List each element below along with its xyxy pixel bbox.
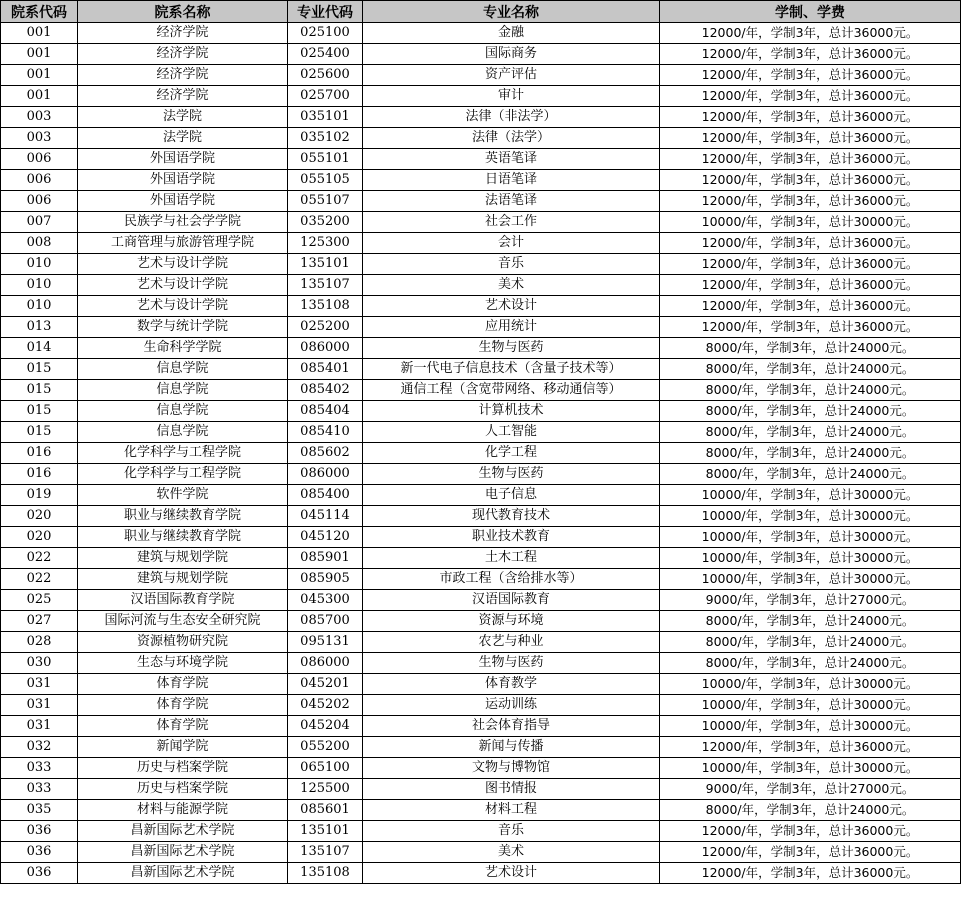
table-row	[1, 338, 961, 359]
duration-fee-cell: 12000/年，学制3年，总计36000元。	[660, 737, 961, 758]
table-row	[1, 800, 961, 821]
major-name-cell: 法律（法学）	[363, 128, 660, 149]
table-row	[1, 359, 961, 380]
major-code-cell: 045120	[288, 527, 363, 548]
dept-name-cell: 材料与能源学院	[78, 800, 288, 821]
dept-code-cell: 020	[1, 506, 78, 527]
dept-code-cell: 007	[1, 212, 78, 233]
table-row	[1, 86, 961, 107]
major-name-cell: 新一代电子信息技术（含量子技术等）	[363, 359, 660, 380]
dept-code-cell: 022	[1, 569, 78, 590]
dept-name-cell: 数学与统计学院	[78, 317, 288, 338]
duration-fee-cell: 12000/年，学制3年，总计36000元。	[660, 275, 961, 296]
major-code-cell: 045202	[288, 695, 363, 716]
duration-fee-cell: 12000/年，学制3年，总计36000元。	[660, 107, 961, 128]
duration-fee-cell: 8000/年，学制3年，总计24000元。	[660, 338, 961, 359]
table-row	[1, 149, 961, 170]
table-row	[1, 254, 961, 275]
major-name-cell: 化学工程	[363, 443, 660, 464]
dept-code-cell: 031	[1, 716, 78, 737]
dept-name-cell: 外国语学院	[78, 149, 288, 170]
duration-fee-cell: 10000/年，学制3年，总计30000元。	[660, 695, 961, 716]
major-name-cell: 计算机技术	[363, 401, 660, 422]
dept-name-cell: 职业与继续教育学院	[78, 527, 288, 548]
table-row	[1, 191, 961, 212]
duration-fee-cell: 12000/年，学制3年，总计36000元。	[660, 863, 961, 884]
duration-fee-cell: 8000/年，学制3年，总计24000元。	[660, 422, 961, 443]
major-name-cell: 英语笔译	[363, 149, 660, 170]
table-row	[1, 128, 961, 149]
dept-code-cell: 016	[1, 443, 78, 464]
major-name-cell: 音乐	[363, 254, 660, 275]
major-name-cell: 法语笔译	[363, 191, 660, 212]
dept-code-cell: 003	[1, 128, 78, 149]
dept-code-cell: 022	[1, 548, 78, 569]
dept-code-cell: 025	[1, 590, 78, 611]
major-name-cell: 审计	[363, 86, 660, 107]
duration-fee-cell: 12000/年，学制3年，总计36000元。	[660, 842, 961, 863]
table-row	[1, 107, 961, 128]
dept-name-cell: 外国语学院	[78, 170, 288, 191]
major-name-cell: 汉语国际教育	[363, 590, 660, 611]
table-row	[1, 485, 961, 506]
duration-fee-cell: 12000/年，学制3年，总计36000元。	[660, 44, 961, 65]
table-row	[1, 758, 961, 779]
dept-name-cell: 法学院	[78, 107, 288, 128]
major-name-cell: 金融	[363, 23, 660, 44]
dept-name-cell: 软件学院	[78, 485, 288, 506]
duration-fee-cell: 8000/年，学制3年，总计24000元。	[660, 653, 961, 674]
major-name-cell: 资源与环境	[363, 611, 660, 632]
duration-fee-cell: 12000/年，学制3年，总计36000元。	[660, 233, 961, 254]
table-row	[1, 443, 961, 464]
major-name-cell: 国际商务	[363, 44, 660, 65]
duration-fee-cell: 12000/年，学制3年，总计36000元。	[660, 254, 961, 275]
dept-code-cell: 019	[1, 485, 78, 506]
duration-fee-cell: 12000/年，学制3年，总计36000元。	[660, 296, 961, 317]
table-row	[1, 296, 961, 317]
duration-fee-cell: 10000/年，学制3年，总计30000元。	[660, 527, 961, 548]
major-name-cell: 生物与医药	[363, 338, 660, 359]
major-code-cell: 085401	[288, 359, 363, 380]
dept-name-cell: 信息学院	[78, 359, 288, 380]
major-code-cell: 045300	[288, 590, 363, 611]
header-dept-code: 院系代码	[1, 1, 78, 23]
dept-code-cell: 008	[1, 233, 78, 254]
table-body	[1, 23, 961, 884]
dept-name-cell: 建筑与规划学院	[78, 569, 288, 590]
dept-code-cell: 028	[1, 632, 78, 653]
dept-code-cell: 006	[1, 170, 78, 191]
dept-name-cell: 汉语国际教育学院	[78, 590, 288, 611]
major-name-cell: 图书情报	[363, 779, 660, 800]
major-code-cell: 085602	[288, 443, 363, 464]
dept-name-cell: 新闻学院	[78, 737, 288, 758]
major-code-cell: 065100	[288, 758, 363, 779]
table-row	[1, 506, 961, 527]
major-code-cell: 085410	[288, 422, 363, 443]
dept-name-cell: 昌新国际艺术学院	[78, 821, 288, 842]
dept-name-cell: 工商管理与旅游管理学院	[78, 233, 288, 254]
dept-name-cell: 外国语学院	[78, 191, 288, 212]
major-code-cell: 035102	[288, 128, 363, 149]
table-row	[1, 401, 961, 422]
major-name-cell: 材料工程	[363, 800, 660, 821]
dept-name-cell: 信息学院	[78, 380, 288, 401]
table-row	[1, 23, 961, 44]
major-name-cell: 会计	[363, 233, 660, 254]
duration-fee-cell: 10000/年，学制3年，总计30000元。	[660, 716, 961, 737]
major-code-cell: 055105	[288, 170, 363, 191]
dept-name-cell: 昌新国际艺术学院	[78, 863, 288, 884]
dept-code-cell: 013	[1, 317, 78, 338]
major-name-cell: 农艺与种业	[363, 632, 660, 653]
major-code-cell: 085601	[288, 800, 363, 821]
table-row	[1, 44, 961, 65]
dept-name-cell: 历史与档案学院	[78, 758, 288, 779]
dept-name-cell: 历史与档案学院	[78, 779, 288, 800]
dept-name-cell: 法学院	[78, 128, 288, 149]
major-name-cell: 文物与博物馆	[363, 758, 660, 779]
dept-name-cell: 生态与环境学院	[78, 653, 288, 674]
duration-fee-cell: 8000/年，学制3年，总计24000元。	[660, 611, 961, 632]
major-name-cell: 社会体育指导	[363, 716, 660, 737]
dept-name-cell: 艺术与设计学院	[78, 296, 288, 317]
major-code-cell: 125300	[288, 233, 363, 254]
dept-code-cell: 001	[1, 86, 78, 107]
dept-code-cell: 031	[1, 695, 78, 716]
dept-name-cell: 体育学院	[78, 674, 288, 695]
dept-name-cell: 国际河流与生态安全研究院	[78, 611, 288, 632]
major-name-cell: 现代教育技术	[363, 506, 660, 527]
table-row	[1, 590, 961, 611]
table-row	[1, 65, 961, 86]
duration-fee-cell: 12000/年，学制3年，总计36000元。	[660, 170, 961, 191]
major-name-cell: 资产评估	[363, 65, 660, 86]
duration-fee-cell: 12000/年，学制3年，总计36000元。	[660, 65, 961, 86]
dept-name-cell: 体育学院	[78, 716, 288, 737]
major-code-cell: 135108	[288, 863, 363, 884]
major-code-cell: 025200	[288, 317, 363, 338]
major-code-cell: 025100	[288, 23, 363, 44]
table-row	[1, 569, 961, 590]
major-name-cell: 通信工程（含宽带网络、移动通信等）	[363, 380, 660, 401]
table-row	[1, 464, 961, 485]
duration-fee-cell: 10000/年，学制3年，总计30000元。	[660, 674, 961, 695]
dept-code-cell: 027	[1, 611, 78, 632]
header-dept-name: 院系名称	[78, 1, 288, 23]
dept-code-cell: 031	[1, 674, 78, 695]
major-code-cell: 045201	[288, 674, 363, 695]
table-row	[1, 275, 961, 296]
major-code-cell: 055200	[288, 737, 363, 758]
major-code-cell: 125500	[288, 779, 363, 800]
table-row	[1, 233, 961, 254]
dept-code-cell: 015	[1, 359, 78, 380]
dept-code-cell: 014	[1, 338, 78, 359]
duration-fee-cell: 12000/年，学制3年，总计36000元。	[660, 23, 961, 44]
dept-code-cell: 036	[1, 842, 78, 863]
major-name-cell: 生物与医药	[363, 653, 660, 674]
major-code-cell: 045114	[288, 506, 363, 527]
major-code-cell: 086000	[288, 653, 363, 674]
major-code-cell: 085901	[288, 548, 363, 569]
table-row	[1, 653, 961, 674]
major-code-cell: 025400	[288, 44, 363, 65]
dept-code-cell: 036	[1, 863, 78, 884]
dept-name-cell: 艺术与设计学院	[78, 254, 288, 275]
duration-fee-cell: 10000/年，学制3年，总计30000元。	[660, 548, 961, 569]
table-row	[1, 842, 961, 863]
dept-code-cell: 015	[1, 401, 78, 422]
duration-fee-cell: 8000/年，学制3年，总计24000元。	[660, 464, 961, 485]
dept-code-cell: 036	[1, 821, 78, 842]
duration-fee-cell: 10000/年，学制3年，总计30000元。	[660, 758, 961, 779]
major-name-cell: 电子信息	[363, 485, 660, 506]
dept-name-cell: 信息学院	[78, 401, 288, 422]
major-code-cell: 135101	[288, 254, 363, 275]
header-duration-fee: 学制、学费	[660, 1, 961, 23]
duration-fee-cell: 8000/年，学制3年，总计24000元。	[660, 359, 961, 380]
table-row	[1, 716, 961, 737]
table-row	[1, 611, 961, 632]
major-code-cell: 045204	[288, 716, 363, 737]
major-code-cell: 095131	[288, 632, 363, 653]
duration-fee-cell: 8000/年，学制3年，总计24000元。	[660, 800, 961, 821]
dept-code-cell: 003	[1, 107, 78, 128]
dept-name-cell: 昌新国际艺术学院	[78, 842, 288, 863]
dept-name-cell: 化学科学与工程学院	[78, 443, 288, 464]
dept-code-cell: 015	[1, 380, 78, 401]
major-code-cell: 035101	[288, 107, 363, 128]
major-code-cell: 135107	[288, 275, 363, 296]
major-code-cell: 055107	[288, 191, 363, 212]
header-major-name: 专业名称	[363, 1, 660, 23]
major-code-cell: 055101	[288, 149, 363, 170]
duration-fee-cell: 12000/年，学制3年，总计36000元。	[660, 149, 961, 170]
dept-code-cell: 033	[1, 758, 78, 779]
duration-fee-cell: 12000/年，学制3年，总计36000元。	[660, 86, 961, 107]
dept-code-cell: 020	[1, 527, 78, 548]
dept-code-cell: 016	[1, 464, 78, 485]
dept-code-cell: 001	[1, 44, 78, 65]
dept-name-cell: 职业与继续教育学院	[78, 506, 288, 527]
dept-code-cell: 032	[1, 737, 78, 758]
major-code-cell: 135101	[288, 821, 363, 842]
dept-code-cell: 015	[1, 422, 78, 443]
major-name-cell: 美术	[363, 275, 660, 296]
major-code-cell: 025600	[288, 65, 363, 86]
major-name-cell: 生物与医药	[363, 464, 660, 485]
dept-code-cell: 010	[1, 296, 78, 317]
table-row	[1, 422, 961, 443]
major-name-cell: 运动训练	[363, 695, 660, 716]
table-row	[1, 548, 961, 569]
major-name-cell: 社会工作	[363, 212, 660, 233]
major-code-cell: 086000	[288, 338, 363, 359]
table-row	[1, 695, 961, 716]
major-name-cell: 艺术设计	[363, 296, 660, 317]
header-row	[1, 1, 961, 23]
major-name-cell: 美术	[363, 842, 660, 863]
dept-name-cell: 建筑与规划学院	[78, 548, 288, 569]
table-row	[1, 821, 961, 842]
major-name-cell: 音乐	[363, 821, 660, 842]
duration-fee-cell: 12000/年，学制3年，总计36000元。	[660, 191, 961, 212]
duration-fee-cell: 12000/年，学制3年，总计36000元。	[660, 317, 961, 338]
major-code-cell: 085402	[288, 380, 363, 401]
major-name-cell: 土木工程	[363, 548, 660, 569]
duration-fee-cell: 8000/年，学制3年，总计24000元。	[660, 380, 961, 401]
major-name-cell: 日语笔译	[363, 170, 660, 191]
dept-name-cell: 体育学院	[78, 695, 288, 716]
dept-code-cell: 006	[1, 191, 78, 212]
major-name-cell: 艺术设计	[363, 863, 660, 884]
dept-name-cell: 经济学院	[78, 44, 288, 65]
duration-fee-cell: 10000/年，学制3年，总计30000元。	[660, 212, 961, 233]
major-code-cell: 085700	[288, 611, 363, 632]
major-name-cell: 市政工程（含给排水等）	[363, 569, 660, 590]
dept-name-cell: 经济学院	[78, 86, 288, 107]
table-row	[1, 737, 961, 758]
dept-code-cell: 001	[1, 65, 78, 86]
major-code-cell: 086000	[288, 464, 363, 485]
table-row	[1, 317, 961, 338]
major-code-cell: 085404	[288, 401, 363, 422]
dept-name-cell: 经济学院	[78, 65, 288, 86]
duration-fee-cell: 8000/年，学制3年，总计24000元。	[660, 401, 961, 422]
duration-fee-cell: 12000/年，学制3年，总计36000元。	[660, 128, 961, 149]
major-name-cell: 人工智能	[363, 422, 660, 443]
table-row	[1, 170, 961, 191]
header-major-code: 专业代码	[288, 1, 363, 23]
dept-name-cell: 资源植物研究院	[78, 632, 288, 653]
dept-name-cell: 化学科学与工程学院	[78, 464, 288, 485]
table-row	[1, 779, 961, 800]
major-code-cell: 035200	[288, 212, 363, 233]
major-code-cell: 085905	[288, 569, 363, 590]
dept-code-cell: 035	[1, 800, 78, 821]
dept-code-cell: 006	[1, 149, 78, 170]
major-name-cell: 新闻与传播	[363, 737, 660, 758]
table-row	[1, 863, 961, 884]
dept-code-cell: 033	[1, 779, 78, 800]
major-name-cell: 法律（非法学）	[363, 107, 660, 128]
major-code-cell: 025700	[288, 86, 363, 107]
dept-name-cell: 艺术与设计学院	[78, 275, 288, 296]
table-row	[1, 527, 961, 548]
dept-name-cell: 民族学与社会学学院	[78, 212, 288, 233]
duration-fee-cell: 9000/年，学制3年，总计27000元。	[660, 590, 961, 611]
duration-fee-cell: 9000/年，学制3年，总计27000元。	[660, 779, 961, 800]
dept-code-cell: 030	[1, 653, 78, 674]
dept-code-cell: 010	[1, 254, 78, 275]
dept-name-cell: 经济学院	[78, 23, 288, 44]
dept-name-cell: 信息学院	[78, 422, 288, 443]
dept-code-cell: 010	[1, 275, 78, 296]
table-row	[1, 632, 961, 653]
table-row	[1, 380, 961, 401]
table-row	[1, 674, 961, 695]
major-code-cell: 135108	[288, 296, 363, 317]
duration-fee-cell: 10000/年，学制3年，总计30000元。	[660, 569, 961, 590]
dept-name-cell: 生命科学学院	[78, 338, 288, 359]
major-code-cell: 085400	[288, 485, 363, 506]
major-name-cell: 职业技术教育	[363, 527, 660, 548]
duration-fee-cell: 12000/年，学制3年，总计36000元。	[660, 821, 961, 842]
major-code-cell: 135107	[288, 842, 363, 863]
duration-fee-cell: 10000/年，学制3年，总计30000元。	[660, 485, 961, 506]
duration-fee-cell: 8000/年，学制3年，总计24000元。	[660, 443, 961, 464]
major-name-cell: 应用统计	[363, 317, 660, 338]
duration-fee-cell: 8000/年，学制3年，总计24000元。	[660, 632, 961, 653]
duration-fee-cell: 10000/年，学制3年，总计30000元。	[660, 506, 961, 527]
table-row	[1, 212, 961, 233]
major-name-cell: 体育教学	[363, 674, 660, 695]
dept-code-cell: 001	[1, 23, 78, 44]
